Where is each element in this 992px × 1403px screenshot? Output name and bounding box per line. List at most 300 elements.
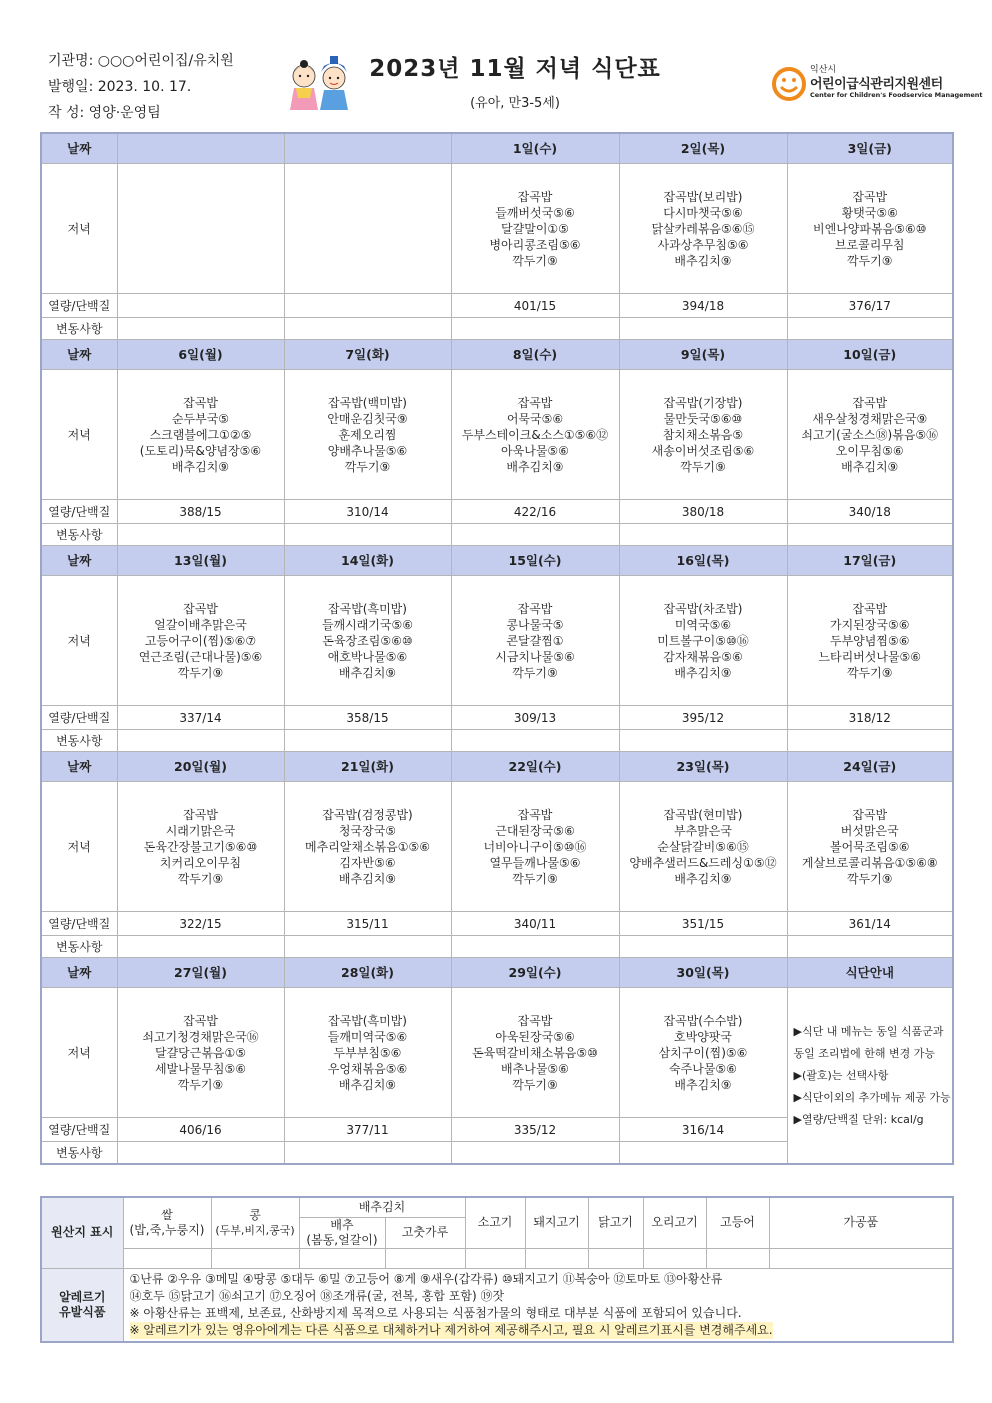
menu-item: 배추김치⑨ <box>674 1077 732 1092</box>
day-change <box>619 1142 787 1165</box>
guide-line: ▶열량/단백질 단위: kcal/g <box>793 1112 924 1126</box>
origin-processed: 가공품 <box>769 1197 953 1248</box>
day-kcal: 380/18 <box>619 500 787 524</box>
menu-item: 황탯국⑤⑥ <box>841 205 898 220</box>
menu-item: 부추맑은국 <box>674 823 732 838</box>
menu-item: 두부양념찜⑤⑥ <box>830 633 910 648</box>
guide-line: ▶(괄호)는 선택사항 <box>793 1068 889 1082</box>
menu-item: 배추김치⑨ <box>674 253 732 268</box>
day-change <box>284 1142 451 1165</box>
day-menu <box>117 988 284 1118</box>
allergy-label-1: 알레르기 <box>59 1289 106 1304</box>
dinner-label: 저녁 <box>41 782 117 912</box>
menu-item: 새우살청경채맑은국⑨ <box>812 411 928 426</box>
day-date <box>284 133 451 164</box>
day-kcal: 310/14 <box>284 500 451 524</box>
menu-item: 깍두기⑨ <box>846 871 893 886</box>
day-menu <box>451 576 619 706</box>
menu-item: (도토리)묵&양념장⑤⑥ <box>139 443 262 458</box>
day-date: 13일(월) <box>117 546 284 576</box>
author: 작 성: 영양·운영팀 <box>48 105 161 121</box>
day-menu <box>284 370 451 500</box>
day-change <box>787 730 953 752</box>
menu-item: 깍두기⑨ <box>344 459 391 474</box>
guide-title: 식단안내 <box>787 958 953 988</box>
day-menu <box>619 576 787 706</box>
day-kcal: 394/18 <box>619 294 787 318</box>
menu-item: 깍두기⑨ <box>177 871 224 886</box>
menu-item: 미역국⑤⑥ <box>674 617 732 632</box>
kcal-label: 열량/단백질 <box>41 500 117 524</box>
menu-item: 잡곡밥(현미밥) <box>663 807 743 822</box>
origin-beef: 소고기 <box>465 1197 525 1248</box>
origin-pork-value <box>525 1248 588 1268</box>
dinner-row <box>41 370 953 500</box>
day-menu <box>451 988 619 1118</box>
menu-item: 돈육떡갈비채소볶음⑤⑩ <box>472 1045 598 1060</box>
menu-item: 참치채소볶음⑤ <box>662 427 744 442</box>
day-change <box>117 318 284 340</box>
menu-item: 순두부국⑤ <box>171 411 230 426</box>
menu-item: 시금치나물⑤⑥ <box>495 649 575 664</box>
menu-guide <box>787 988 953 1165</box>
day-kcal <box>117 294 284 318</box>
day-date: 10일(금) <box>787 340 953 370</box>
day-date: 2일(목) <box>619 133 787 164</box>
menu-item: 쇠고기(굴소스⑱)볶음⑤⑯ <box>801 427 939 442</box>
menu-item: 들깨미역국⑤⑥ <box>327 1029 408 1044</box>
org-name: 기관명: ○○○어린이집/유치원 <box>48 53 234 69</box>
origin-rice-value <box>123 1248 211 1268</box>
day-change <box>117 730 284 752</box>
menu-item: 배추김치⑨ <box>674 871 732 886</box>
day-date: 16일(목) <box>619 546 787 576</box>
day-menu <box>451 164 619 294</box>
origin-chili: 고춧가루 <box>385 1217 465 1248</box>
menu-item: 잡곡밥 <box>852 807 888 822</box>
day-change <box>451 1142 619 1165</box>
day-date: 20일(월) <box>117 752 284 782</box>
menu-item: 배추김치⑨ <box>338 1077 397 1092</box>
day-kcal: 351/15 <box>619 912 787 936</box>
menu-item: 잡곡밥(수수밥) <box>663 1013 743 1028</box>
origin-processed-value <box>769 1248 953 1268</box>
change-row <box>41 318 953 340</box>
dinner-row <box>41 576 953 706</box>
day-menu <box>619 370 787 500</box>
menu-item: 돈육장조림⑤⑥⑩ <box>322 633 413 648</box>
logo-name: 어린이급식관리지원센터 <box>810 77 943 92</box>
allergy-line: ①난류 ②우유 ③메밀 ④땅콩 ⑤대두 ⑥밀 ⑦고등어 ⑧게 ⑨새우(갑각류) ⑩돼지고기 ⑪복숭아 ⑫토마토 ⑬아황산류 <box>129 1271 723 1286</box>
menu-item: 배추나물⑤⑥ <box>501 1061 569 1076</box>
day-menu <box>284 164 451 294</box>
change-label: 변동사항 <box>41 730 117 752</box>
menu-item: 잡곡밥 <box>517 189 553 204</box>
day-kcal <box>284 294 451 318</box>
day-date <box>117 133 284 164</box>
menu-item: 물만둣국⑤⑥⑩ <box>663 411 743 426</box>
day-date: 27일(월) <box>117 958 284 988</box>
day-date: 14일(화) <box>284 546 451 576</box>
origin-chicken: 닭고기 <box>588 1197 643 1248</box>
menu-item: 너비아니구이⑤⑩⑯ <box>483 839 587 854</box>
logo-english: Center for Children's Foodservice Management <box>810 91 983 99</box>
origin-mackerel: 고등어 <box>706 1197 769 1248</box>
day-kcal: 315/11 <box>284 912 451 936</box>
day-change <box>451 318 619 340</box>
menu-item: 열무들깨나물⑤⑥ <box>489 855 581 870</box>
menu-item: 숙주나물⑤⑥ <box>669 1061 737 1076</box>
day-kcal: 318/12 <box>787 706 953 730</box>
day-change <box>451 730 619 752</box>
day-menu <box>284 782 451 912</box>
menu-item: 잡곡밥 <box>517 395 553 410</box>
menu-item: 병아리콩조림⑤⑥ <box>489 237 581 252</box>
allergy-line: ⑭호두 ⑮닭고기 ⑯쇠고기 ⑰오징어 ⑱조개류(굴, 전복, 홍합 포함) ⑲잣 <box>129 1288 505 1303</box>
day-kcal: 322/15 <box>117 912 284 936</box>
menu-item: 쇠고기청경채맑은국⑯ <box>142 1029 259 1044</box>
day-menu <box>787 164 953 294</box>
allergy-list <box>123 1268 953 1342</box>
cabbage-sub: (봄동,얼갈이) <box>306 1232 378 1247</box>
kcal-row <box>41 294 953 318</box>
dinner-row <box>41 164 953 294</box>
menu-item: 잡곡밥(흑미밥) <box>328 1013 407 1028</box>
day-date: 8일(수) <box>451 340 619 370</box>
day-change <box>117 524 284 546</box>
date-row <box>41 752 953 782</box>
rice-sub: (밥,죽,누룽지) <box>129 1222 205 1237</box>
menu-item: 세발나물무침⑤⑥ <box>154 1061 247 1076</box>
menu-item: 잡곡밥 <box>517 807 553 822</box>
dinner-row <box>41 988 953 1118</box>
allergy-note: ※ 아황산류는 표백제, 보존료, 산화방지제 목적으로 사용되는 식품첨가물의 형태로 대부분 식품에 포함되어 있습니다. <box>129 1305 742 1320</box>
origin-chili-value <box>385 1248 465 1268</box>
origin-duck: 오리고기 <box>643 1197 706 1248</box>
day-menu <box>117 164 284 294</box>
day-change <box>787 524 953 546</box>
menu-item: 김자반⑤⑥ <box>339 855 396 870</box>
day-change <box>117 936 284 958</box>
menu-item: 스크램블에그①②⑤ <box>149 427 252 442</box>
change-label: 변동사항 <box>41 318 117 340</box>
menu-item: 들깨시래기국⑤⑥ <box>321 617 414 632</box>
origin-duck-value <box>643 1248 706 1268</box>
date-label: 날짜 <box>41 752 117 782</box>
day-kcal: 395/12 <box>619 706 787 730</box>
menu-item: 브로콜리무침 <box>834 237 905 252</box>
menu-item: 가지된장국⑤⑥ <box>830 617 910 632</box>
day-change <box>619 730 787 752</box>
origin-bean-value <box>211 1248 299 1268</box>
menu-item: 깍두기⑨ <box>680 459 726 474</box>
origin-chicken-value <box>588 1248 643 1268</box>
day-change <box>284 936 451 958</box>
day-date: 1일(수) <box>451 133 619 164</box>
day-change <box>117 1142 284 1165</box>
kcal-row <box>41 500 953 524</box>
menu-item: 메추리알채소볶음①⑤⑥ <box>304 839 430 854</box>
rice-label: 쌀 <box>161 1207 173 1222</box>
menu-item: 얼갈이배추맑은국 <box>154 617 247 632</box>
change-row <box>41 936 953 958</box>
day-change <box>451 524 619 546</box>
menu-item: 순살닭갈비⑤⑥⑮ <box>657 839 749 854</box>
day-kcal: 309/13 <box>451 706 619 730</box>
menu-item: 우엉채볶음⑤⑥ <box>327 1061 408 1076</box>
menu-item: 배추김치⑨ <box>338 871 397 886</box>
menu-table <box>40 132 954 1165</box>
menu-item: 깍두기⑨ <box>512 1077 558 1092</box>
menu-item: 달걀당근볶음①⑤ <box>154 1045 247 1060</box>
kcal-label: 열량/단백질 <box>41 912 117 936</box>
date-row <box>41 340 953 370</box>
date-label: 날짜 <box>41 958 117 988</box>
menu-item: 잡곡밥 <box>517 601 553 616</box>
day-date: 6일(월) <box>117 340 284 370</box>
menu-item: 깍두기⑨ <box>512 253 558 268</box>
menu-item: 달걀말이①⑤ <box>501 221 569 236</box>
menu-item: 새송이버섯조림⑤⑥ <box>651 443 755 458</box>
menu-item: 배추김치⑨ <box>674 665 732 680</box>
day-date: 23일(목) <box>619 752 787 782</box>
day-menu <box>787 576 953 706</box>
day-date: 24일(금) <box>787 752 953 782</box>
bean-label: 콩 <box>249 1207 261 1222</box>
day-menu <box>117 576 284 706</box>
menu-item: 잡곡밥(기장밥) <box>663 395 743 410</box>
issue-date: 발행일: 2023. 10. 17. <box>48 79 192 95</box>
day-kcal: 340/18 <box>787 500 953 524</box>
menu-item: 잡곡밥 <box>183 395 218 410</box>
kcal-label: 열량/단백질 <box>41 294 117 318</box>
header-info <box>48 48 234 126</box>
day-kcal: 376/17 <box>787 294 953 318</box>
menu-item: 아욱나물⑤⑥ <box>501 443 569 458</box>
menu-item: 훈제오리찜 <box>338 427 397 442</box>
menu-item: 느타리버섯나물⑤⑥ <box>818 649 922 664</box>
menu-item: 게살브로콜리볶음①⑤⑥⑧ <box>801 855 938 870</box>
page-subtitle: (유아, 만3-5세) <box>470 96 560 111</box>
day-menu <box>787 782 953 912</box>
day-change <box>284 730 451 752</box>
dinner-label: 저녁 <box>41 576 117 706</box>
menu-item: 닭살카레볶음⑤⑥⑮ <box>651 221 755 236</box>
day-menu <box>451 782 619 912</box>
menu-item: 아욱된장국⑤⑥ <box>495 1029 575 1044</box>
center-logo <box>772 64 983 104</box>
menu-item: 잡곡밥 <box>852 189 888 204</box>
origin-rice <box>123 1197 211 1248</box>
dinner-label: 저녁 <box>41 164 117 294</box>
day-menu <box>451 370 619 500</box>
day-menu <box>284 576 451 706</box>
change-label: 변동사항 <box>41 936 117 958</box>
menu-item: 잡곡밥(차조밥) <box>663 601 743 616</box>
allergy-note-highlight: ※ 알레르기가 있는 영유아에게는 다른 식품으로 대체하거나 제거하여 제공해주시고, 필요 시 알레르기표시를 변경해주세요. <box>129 1322 773 1337</box>
origin-mackerel-value <box>706 1248 769 1268</box>
menu-item: 잡곡밥 <box>852 395 888 410</box>
kcal-label: 열량/단백질 <box>41 706 117 730</box>
kcal-row <box>41 912 953 936</box>
menu-item: 볼어묵조림⑤⑥ <box>830 839 910 854</box>
day-change <box>451 936 619 958</box>
day-kcal: 377/11 <box>284 1118 451 1142</box>
smile-logo-icon <box>772 66 806 102</box>
menu-item: 깍두기⑨ <box>512 871 558 886</box>
allergy-label <box>41 1268 123 1342</box>
menu-item: 콘달걀찜① <box>506 633 564 648</box>
day-date: 28일(화) <box>284 958 451 988</box>
day-menu <box>619 782 787 912</box>
guide-line: 동일 조리법에 한해 변경 가능 <box>793 1046 935 1060</box>
change-row <box>41 730 953 752</box>
day-change <box>619 318 787 340</box>
dinner-label: 저녁 <box>41 988 117 1118</box>
day-kcal: 422/16 <box>451 500 619 524</box>
day-kcal: 401/15 <box>451 294 619 318</box>
menu-item: 미트볼구이⑤⑩⑯ <box>657 633 749 648</box>
kcal-row <box>41 706 953 730</box>
menu-item: 배추김치⑨ <box>171 459 230 474</box>
day-change <box>787 936 953 958</box>
menu-item: 잡곡밥(백미밥) <box>328 395 407 410</box>
origin-allergy-table <box>40 1196 954 1343</box>
menu-item: 호박양팟국 <box>674 1029 732 1044</box>
menu-item: 잡곡밥 <box>517 1013 553 1028</box>
day-menu <box>787 370 953 500</box>
day-kcal: 337/14 <box>117 706 284 730</box>
menu-item: 삼치구이(찜)⑤⑥ <box>658 1045 748 1060</box>
menu-item: 치커리오이무침 <box>159 855 242 870</box>
menu-item: 들깨버섯국⑤⑥ <box>495 205 575 220</box>
menu-item: 잡곡밥(검정콩밥) <box>322 807 413 822</box>
day-change <box>284 524 451 546</box>
day-kcal: 335/12 <box>451 1118 619 1142</box>
cabbage-label: 배추 <box>330 1217 354 1232</box>
day-date: 22일(수) <box>451 752 619 782</box>
day-date: 7일(화) <box>284 340 451 370</box>
menu-item: 깍두기⑨ <box>177 1077 224 1092</box>
menu-item: 버섯맑은국 <box>840 823 899 838</box>
menu-item: 비엔나양파볶음⑤⑥⑩ <box>813 221 927 236</box>
day-kcal: 358/15 <box>284 706 451 730</box>
menu-item: 잡곡밥 <box>183 601 218 616</box>
menu-item: 애호박나물⑤⑥ <box>327 649 408 664</box>
day-kcal: 340/11 <box>451 912 619 936</box>
day-date: 21일(화) <box>284 752 451 782</box>
day-change <box>619 524 787 546</box>
day-date: 29일(수) <box>451 958 619 988</box>
menu-item: 깍두기⑨ <box>177 665 224 680</box>
page-title: 2023년 11월 저녁 식단표 <box>369 56 661 82</box>
day-menu <box>619 988 787 1118</box>
day-date: 3일(금) <box>787 133 953 164</box>
menu-item: 콩나물국⑤ <box>506 617 564 632</box>
menu-item: 잡곡밥(흑미밥) <box>328 601 407 616</box>
date-row <box>41 958 953 988</box>
origin-beef-value <box>465 1248 525 1268</box>
date-label: 날짜 <box>41 546 117 576</box>
menu-item: 사과상추무침⑤⑥ <box>657 237 749 252</box>
menu-item: 오이무침⑤⑥ <box>835 443 904 458</box>
day-date: 9일(목) <box>619 340 787 370</box>
menu-item: 잡곡밥 <box>183 807 218 822</box>
change-row <box>41 524 953 546</box>
menu-item: 청국장국⑤ <box>338 823 397 838</box>
menu-item: 연근조림(근대나물)⑤⑥ <box>138 649 263 664</box>
menu-item: 두부스테이크&소스①⑤⑥⑫ <box>461 427 609 442</box>
day-date: 17일(금) <box>787 546 953 576</box>
menu-item: 두부부침⑤⑥ <box>333 1045 402 1060</box>
date-label: 날짜 <box>41 340 117 370</box>
menu-item: 안매운김칫국⑨ <box>327 411 408 426</box>
menu-item: 깍두기⑨ <box>846 253 893 268</box>
menu-item: 어묵국⑤⑥ <box>506 411 564 426</box>
menu-item: 잡곡밥 <box>183 1013 218 1028</box>
origin-cabbage <box>299 1217 385 1248</box>
menu-item: 다시마챗국⑤⑥ <box>663 205 743 220</box>
dinner-row <box>41 782 953 912</box>
bean-sub: (두부,비지,콩국) <box>215 1223 295 1237</box>
menu-item: 배추김치⑨ <box>506 459 564 474</box>
menu-item: 잡곡밥 <box>852 601 888 616</box>
origin-label: 원산지 표시 <box>41 1197 123 1268</box>
allergy-label-2: 유발식품 <box>59 1304 106 1319</box>
menu-item: 근대된장국⑤⑥ <box>495 823 575 838</box>
change-label: 변동사항 <box>41 524 117 546</box>
logo-city: 익산시 <box>810 65 837 75</box>
menu-item: 양배추나물⑤⑥ <box>327 443 408 458</box>
day-change <box>619 936 787 958</box>
day-kcal: 361/14 <box>787 912 953 936</box>
kcal-label: 열량/단백질 <box>41 1118 117 1142</box>
origin-pork: 돼지고기 <box>525 1197 588 1248</box>
date-row <box>41 546 953 576</box>
day-date: 30일(목) <box>619 958 787 988</box>
menu-item: 감자채볶음⑤⑥ <box>663 649 743 664</box>
date-row <box>41 133 953 164</box>
guide-line: ▶식단이외의 추가메뉴 제공 가능 <box>793 1090 951 1104</box>
day-change <box>787 318 953 340</box>
menu-item: 고등어구이(찜)⑤⑥⑦ <box>144 633 257 648</box>
menu-item: 양배추샐러드&드레싱①⑤⑫ <box>629 855 777 870</box>
menu-item: 돈육간장불고기⑤⑥⑩ <box>143 839 258 854</box>
day-menu <box>619 164 787 294</box>
guide-line: ▶식단 내 메뉴는 동일 식품군과 <box>793 1024 944 1038</box>
day-menu <box>117 370 284 500</box>
day-date: 15일(수) <box>451 546 619 576</box>
day-menu <box>284 988 451 1118</box>
origin-kimchi: 배추김치 <box>299 1197 465 1217</box>
origin-cabbage-value <box>299 1248 385 1268</box>
day-change <box>284 318 451 340</box>
day-kcal: 316/14 <box>619 1118 787 1142</box>
dinner-label: 저녁 <box>41 370 117 500</box>
menu-item: 잡곡밥(보리밥) <box>663 189 743 204</box>
menu-item: 배추김치⑨ <box>338 665 397 680</box>
origin-bean <box>211 1197 299 1248</box>
day-kcal: 388/15 <box>117 500 284 524</box>
menu-item: 시래기맑은국 <box>165 823 236 838</box>
date-label: 날짜 <box>41 133 117 164</box>
change-label: 변동사항 <box>41 1142 117 1165</box>
menu-item: 깍두기⑨ <box>512 665 558 680</box>
menu-item: 배추김치⑨ <box>841 459 899 474</box>
day-menu <box>117 782 284 912</box>
menu-item: 깍두기⑨ <box>846 665 893 680</box>
day-kcal: 406/16 <box>117 1118 284 1142</box>
